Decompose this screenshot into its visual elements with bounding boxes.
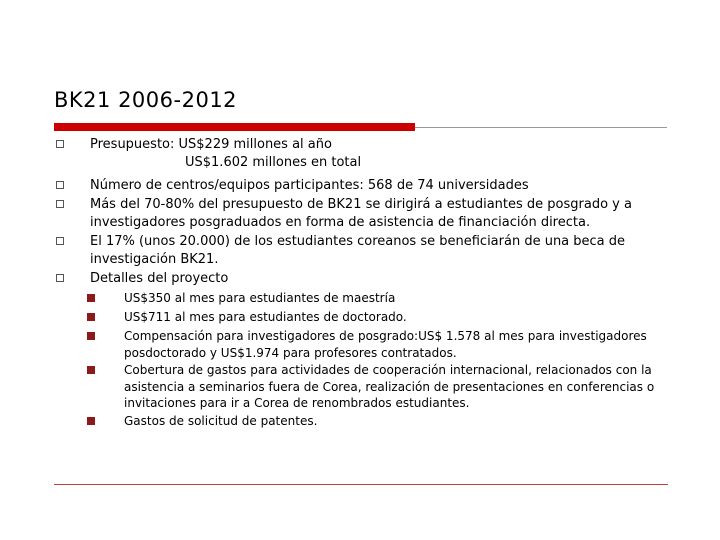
bullet-details <box>90 270 680 288</box>
bullet-budget <box>90 136 680 171</box>
footer-rule <box>54 484 668 485</box>
sub-bullet-text: Cobertura de gastos para actividades de cooperación internacional, relacionados con la asistencia a seminarios fuera de Corea, realización de presentaciones en conferencias o invitaciones para ir a Corea de renombrados estudiantes. <box>124 363 655 410</box>
sub-bullet-text: Compensación para investigadores de posgrado:US$ 1.578 al mes para investigadores posdoctorado y US$1.974 para profesores contratados. <box>124 329 647 360</box>
sub-bullet <box>124 362 664 412</box>
filled-square-bullet-icon <box>87 366 95 374</box>
filled-square-bullet-icon <box>87 313 95 321</box>
hollow-square-bullet-icon <box>56 200 64 208</box>
slide-title: BK21 2006-2012 <box>54 88 238 112</box>
sub-bullet <box>124 290 664 307</box>
bullet-budget-share <box>90 196 680 231</box>
hollow-square-bullet-icon <box>56 181 64 189</box>
sub-bullet-text: US$711 al mes para estudiantes de doctorado. <box>124 310 407 324</box>
bullet-budget-line2: US$1.602 millones en total <box>185 154 362 170</box>
hollow-square-bullet-icon <box>56 237 64 245</box>
sub-bullet <box>124 309 664 326</box>
bullet-budget-line1: Presupuesto: US$229 millones al año <box>90 137 332 152</box>
bullet-centers <box>90 177 680 195</box>
bullet-centers-text: Número de centros/equipos participantes: 568 de 74 universidades <box>90 178 529 193</box>
sub-bullet <box>124 328 664 361</box>
hollow-square-bullet-icon <box>56 140 64 148</box>
bullet-details-text: Detalles del proyecto <box>90 271 229 286</box>
bullet-students <box>90 233 680 268</box>
sub-bullet <box>124 413 664 430</box>
title-rule-red <box>54 123 415 131</box>
sub-bullet-text: US$350 al mes para estudiantes de maestría <box>124 291 396 305</box>
bullet-students-text: El 17% (unos 20.000) de los estudiantes coreanos se beneficiarán de una beca de investigación BK21. <box>90 234 626 267</box>
sub-bullet-text: Gastos de solicitud de patentes. <box>124 414 318 428</box>
title-rule-gray <box>415 127 667 128</box>
hollow-square-bullet-icon <box>56 274 64 282</box>
filled-square-bullet-icon <box>87 294 95 302</box>
bullet-budget-share-text: Más del 70-80% del presupuesto de BK21 se dirigirá a estudiantes de posgrado y a investigadores posgraduados en forma de asistencia de financiación directa. <box>90 197 632 230</box>
filled-square-bullet-icon <box>87 332 95 340</box>
filled-square-bullet-icon <box>87 417 95 425</box>
